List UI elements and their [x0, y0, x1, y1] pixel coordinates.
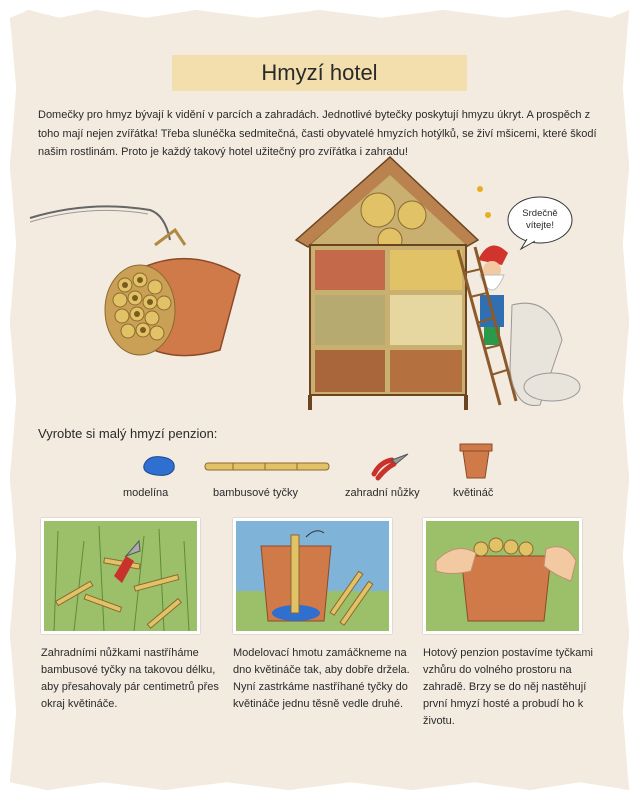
step-2-image [233, 518, 392, 634]
tool-label-shears: zahradní nůžky [345, 487, 420, 499]
garden-shears-icon [370, 452, 410, 480]
step-3-image [423, 518, 582, 634]
step-1-caption: Zahradními nůžkami nastříháme bambusové tyčky na takovou délku, aby přesahovaly pár centimetrů přes okraj květináče. [41, 647, 219, 710]
bamboo-stick-icon [203, 460, 333, 474]
tool-label-bamboo: bambusové tyčky [213, 487, 298, 499]
flower-pot-icon [458, 442, 494, 480]
page-title: Hmyzí hotel [261, 60, 378, 85]
speech-bubble-line-2: vítejte! [526, 220, 554, 231]
hanging-pot-illustration [30, 190, 250, 370]
step-1-image [41, 518, 200, 634]
tool-label-pot: květináč [453, 487, 494, 499]
step-3-caption: Hotový penzion postavíme tyčkami vzhůru do volného prostoru na zahradě. Brzy se do něj nastěhují první hmyzí hosté a probudí ho k životu. [423, 647, 593, 727]
tool-label-clay: modelína [123, 487, 169, 499]
clay-icon [140, 453, 180, 478]
section-heading: Vyrobte si malý hmyzí penzion: [38, 426, 218, 441]
speech-bubble-line-1: Srdečně [522, 208, 558, 219]
step-2-caption: Modelovací hmotu zamáčkneme na dno květináče tak, aby dobře držela. Nyní zastrkáme nastříhané tyčky do květináče jednu těsně vedle druhé. [233, 647, 410, 710]
intro-text: Domečky pro hmyz bývají k vidění v parcích a zahradách. Jednotlivé bytečky poskytují hmyzu úkryt. A prospěch z toho mají nejen zvířátka! Třeba slunéčka sedmitečná, časti obyvatelé hmyzích hotýlků, se živí mšicemi, které škodí našim rostlinám. Proto je každý takový hotel užitečný pro zvířátka i zahradu! [38, 109, 597, 158]
